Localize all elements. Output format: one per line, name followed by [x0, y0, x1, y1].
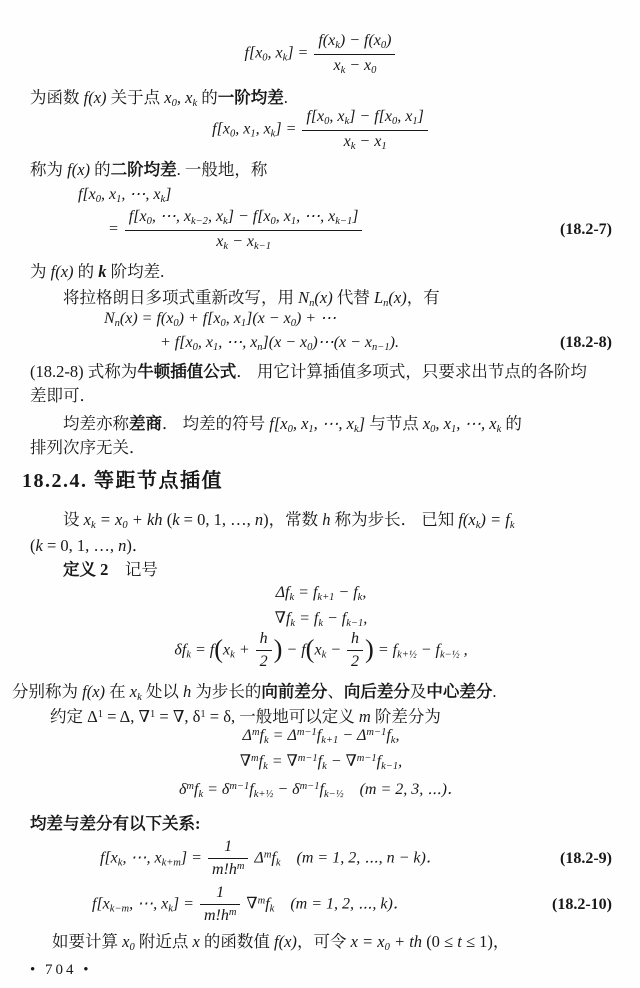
eq-newton-line-2: + $f[x_0$, $x_1$, ⋯, $x_n](x$ − $x_0)\cdots(x - x_{n-1})$.: [160, 334, 399, 353]
eq-central-difference: $\delta f_k = f(x_k$ + $\frac{h}{2}$ ) − $f(x_k$ − $\frac{h}{2}$ ) = $f_{k+\frac{1}{2}} - f_{k-\frac{1}{2}}$ ,: [174, 630, 468, 671]
eq-first-order-divided-difference: $f[x_0$, $x_k$] = $\frac{f(x_k) - f(x_0)}{x_k - x_0}$: [30, 32, 612, 76]
para-newton-rewrite-intro: 将拉格朗日多项式重新改写，用 $N_n(x)$ 代替 $L_n(x)$，有: [63, 288, 440, 309]
eq-backward-difference: $\nabla f_k = f_k - f_{k-1}$,: [274, 610, 368, 629]
para-equidistant-setup-line-1: 设 $x_k = x_0$ + kh (k = 0, 1, …, n)，常数 h 称为步长． 已知 $f(x_k) = f_k$: [63, 510, 515, 531]
eq-kth-order-lhs: $f[x_0$, $x_1$, ⋯, $x_k$]: [78, 186, 172, 205]
equation-number-18-2-8: (18.2-8): [560, 333, 612, 351]
para-difference-names: 分别称为 f(x) 在 $x_k$ 处以 h 为步长的向前差分、向后差分及中心差分.: [12, 682, 497, 703]
eq-kth-order-rhs-row: [30, 208, 612, 252]
eq-relation-backward: $f[x_{k-m}$, ⋯, $x_k$] = $\frac{1}{m!h^m}$ $\nabla^mf_k$ (m = 1, 2, ⋯, k)．: [92, 884, 409, 925]
eq-relation-forward-row: [30, 838, 612, 880]
para-first-order-label: 为函数 f(x) 关于点 $x_0$, $x_k$ 的一阶均差.: [30, 88, 288, 109]
equation-number-18-2-9: (18.2-9): [560, 849, 612, 867]
para-equidistant-setup-line-2: (k = 0, 1, …, n)．: [30, 536, 149, 555]
para-compute-near-x0: 如要计算 $x_0$ 附近点 x 的函数值 f(x)，可令 $x = x_0$ + th (0 ≤ t ≤ 1)，: [52, 932, 510, 953]
para-divided-difference-symmetry-line-2: 排列次序无关．: [30, 438, 146, 457]
para-mth-order-intro: 约定 $\Delta^1 = \Delta$, ∇$^1$ = ∇, $\delta^1 = \delta$, 一般地可以定义 m 阶差分为: [50, 707, 441, 726]
para-newton-formula-name-line-2: 差即可．: [30, 386, 96, 405]
eq-relation-forward: $f[x_k$, ⋯, $x_{k+m}$] = $\frac{1}{m!h^m}$ $\Delta^mf_k$ (m = 1, 2, ⋯, n − k)．: [100, 838, 442, 879]
page-number: • 704 •: [30, 962, 92, 978]
equation-number-18-2-10: (18.2-10): [552, 895, 612, 913]
eq-kth-order-rhs: = $\frac{f[x_0, \cdots, x_{k-2}, x_k] - f[x_0, x_1, \cdots, x_{k-1}]}{x_k - x_{k-1}}$: [108, 208, 364, 252]
para-definition-2: 定义 2 记号: [63, 560, 158, 579]
eq-newton-line-2-row: [30, 332, 612, 354]
eq-mth-forward-difference: $\Delta^mf_k = \Delta^{m-1}f_{k+1} - \Delta^{m-1}f_k$,: [242, 727, 400, 746]
eq-newton-line-1: $N_n(x) = f(x_0) + f[x_0$, $x_1](x - x_0)$ + ⋯: [104, 310, 337, 329]
section-heading: 18.2.4. 等距节点插值: [22, 470, 223, 492]
para-divided-difference-symmetry-line-1: 均差亦称差商． 均差的符号 $f[x_0$, $x_1$, ⋯, $x_k$] 与节点 $x_0$, $x_1$, ⋯, $x_k$ 的: [63, 414, 522, 435]
para-newton-formula-name-line-1: (18.2-8) 式称为牛顿插值公式． 用它计算插值多项式，只要求出节点的各阶均: [30, 362, 587, 381]
para-second-order-label: 称为 f(x) 的二阶均差. 一般地，称: [30, 160, 268, 179]
para-relation-intro: 均差与差分有以下关系:: [30, 814, 201, 833]
eq-second-order-divided-difference: $f[x_0$, $x_1$, $x_k$] = $\frac{f[x_0, x_k] - f[x_0, x_1]}{x_k - x_1}$: [30, 108, 612, 152]
eq-relation-backward-row: [30, 884, 612, 926]
equation-number-18-2-7: (18.2-7): [560, 221, 612, 238]
eq-mth-backward-difference: $\nabla^mf_k = \nabla^{m-1}f_k - \nabla^{m-1}f_{k-1}$,: [239, 753, 403, 772]
eq-forward-difference: $\Delta f_k = f_{k+1} - f_k$,: [275, 584, 367, 603]
eq-mth-central-difference: $\delta^mf_k = \delta^{m-1}f_{k+\frac{1}{2}} - \delta^{m-1}f_{k-\frac{1}{2}}$ (m = 2, 3, ⋯)．: [178, 781, 464, 800]
para-kth-order-label: 为 f(x) 的 k 阶均差.: [30, 262, 165, 281]
